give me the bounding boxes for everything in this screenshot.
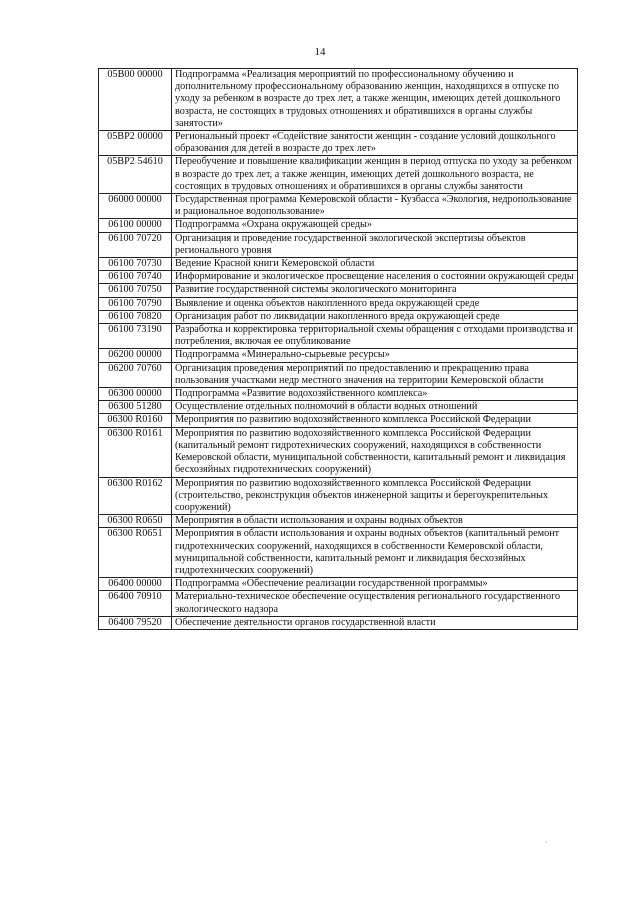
row-code: 06300 00000	[99, 388, 172, 401]
table-row	[99, 156, 578, 194]
table-row	[99, 219, 578, 232]
row-description: Переобучение и повышение квалификации женщин в период отпуска по уходу за ребенком в возрасте до трех лет, а также женщин, имеющих детей дошкольного возраста, не состоящих в трудовых отношениях и обратившихся в органы службы занятости	[172, 156, 578, 194]
row-code: 06100 00000	[99, 219, 172, 232]
row-description: Мероприятия в области использования и охраны водных объектов (капитальный ремонт гидротехнических сооружений, находящихся в собственности Кемеровской области, муниципальной собственности, капитальный ремонт и ликвидация бесхозяйных гидротехнических сооружений)	[172, 528, 578, 578]
table-row	[99, 271, 578, 284]
table-row	[99, 284, 578, 297]
row-code: 06100 70750	[99, 284, 172, 297]
row-code: 06300 R0162	[99, 477, 172, 515]
table-row	[99, 258, 578, 271]
row-code: 06100 70820	[99, 310, 172, 323]
table-row	[99, 297, 578, 310]
row-description: Государственная программа Кемеровской области - Кузбасса «Экология, недропользование и рациональное водопользование»	[172, 194, 578, 219]
row-description: Мероприятия по развитию водохозяйственного комплекса Российской Федерации (строительство, реконструкция объектов инженерной защиты и берегоукрепительных сооружений)	[172, 477, 578, 515]
row-description: Обеспечение деятельности органов государственной власти	[172, 616, 578, 629]
table-row	[99, 69, 578, 131]
table-row	[99, 528, 578, 578]
row-code: 05ВР2 54610	[99, 156, 172, 194]
row-description: Подпрограмма «Обеспечение реализации государственной программы»	[172, 578, 578, 591]
row-description: Разработка и корректировка территориальной схемы обращения с отходами производства и потребления, включая ее опубликование	[172, 324, 578, 349]
table-row	[99, 515, 578, 528]
table-row	[99, 362, 578, 387]
row-description: Развитие государственной системы экологического мониторинга	[172, 284, 578, 297]
row-description: Мероприятия по развитию водохозяйственного комплекса Российской Федерации (капитальный ремонт гидротехнических сооружений, находящихся в собственности Кемеровской области, муниципальной собственности, капитальный ремонт и ликвидация бесхозяйных гидротехнических сооружений)	[172, 427, 578, 477]
row-code: 06000 00000	[99, 194, 172, 219]
table-row	[99, 232, 578, 257]
row-description: Осуществление отдельных полномочий в области водных отношений	[172, 401, 578, 414]
row-code: 06400 70910	[99, 591, 172, 616]
row-code: 06100 70720	[99, 232, 172, 257]
row-description: Подпрограмма «Минерально-сырьевые ресурсы»	[172, 349, 578, 362]
scan-speck: ·	[545, 838, 548, 847]
row-code: 05В00 00000	[99, 69, 172, 131]
row-description: Подпрограмма «Развитие водохозяйственного комплекса»	[172, 388, 578, 401]
table-body	[99, 69, 578, 630]
table-row	[99, 401, 578, 414]
row-code: 06300 R0650	[99, 515, 172, 528]
row-code: 06400 00000	[99, 578, 172, 591]
row-description: Организация проведения мероприятий по предоставлению и прекращению права пользования участками недр местного значения на территории Кемеровской области	[172, 362, 578, 387]
row-code: 06100 70730	[99, 258, 172, 271]
row-code: 06300 R0160	[99, 414, 172, 427]
budget-classification-table	[98, 68, 578, 630]
row-description: Мероприятия по развитию водохозяйственного комплекса Российской Федерации	[172, 414, 578, 427]
table-row	[99, 578, 578, 591]
row-code: 06100 73190	[99, 324, 172, 349]
row-description: Информирование и экологическое просвещение населения о состоянии окружающей среды	[172, 271, 578, 284]
table-row	[99, 194, 578, 219]
row-description: Подпрограмма «Реализация мероприятий по профессиональному обучению и дополнительному профессиональному образованию женщин, находящихся в отпуске по уходу за ребенком в возрасте до трех лет, а также женщин, имеющих детей дошкольного возраста, не состоящих в трудовых отношениях и обратившихся в органы службы занятости»	[172, 69, 578, 131]
row-description: Региональный проект «Содействие занятости женщин - создание условий дошкольного образования для детей в возрасте до трех лет»	[172, 131, 578, 156]
row-code: 06200 70760	[99, 362, 172, 387]
table-row	[99, 310, 578, 323]
row-description: Подпрограмма «Охрана окружающей среды»	[172, 219, 578, 232]
row-code: 06300 51280	[99, 401, 172, 414]
table-row	[99, 591, 578, 616]
row-description: Организация и проведение государственной экологической экспертизы объектов регионального уровня	[172, 232, 578, 257]
table-row	[99, 616, 578, 629]
table-row	[99, 388, 578, 401]
row-description: Мероприятия в области использования и охраны водных объектов	[172, 515, 578, 528]
row-code: 06100 70790	[99, 297, 172, 310]
table-row	[99, 349, 578, 362]
row-code: 06300 R0161	[99, 427, 172, 477]
row-description: Выявление и оценка объектов накопленного вреда окружающей среде	[172, 297, 578, 310]
page-number: 14	[314, 46, 326, 58]
table-row	[99, 324, 578, 349]
table-row	[99, 477, 578, 515]
row-description: Ведение Красной книги Кемеровской области	[172, 258, 578, 271]
table-row	[99, 427, 578, 477]
row-description: Организация работ по ликвидации накопленного вреда окружающей среде	[172, 310, 578, 323]
row-code: 06100 70740	[99, 271, 172, 284]
row-code: 06400 79520	[99, 616, 172, 629]
table-row	[99, 131, 578, 156]
row-code: 06300 R0651	[99, 528, 172, 578]
row-description: Материально-техническое обеспечение осуществления регионального государственного экологического надзора	[172, 591, 578, 616]
table-row	[99, 414, 578, 427]
row-code: 06200 00000	[99, 349, 172, 362]
row-code: 05ВР2 00000	[99, 131, 172, 156]
